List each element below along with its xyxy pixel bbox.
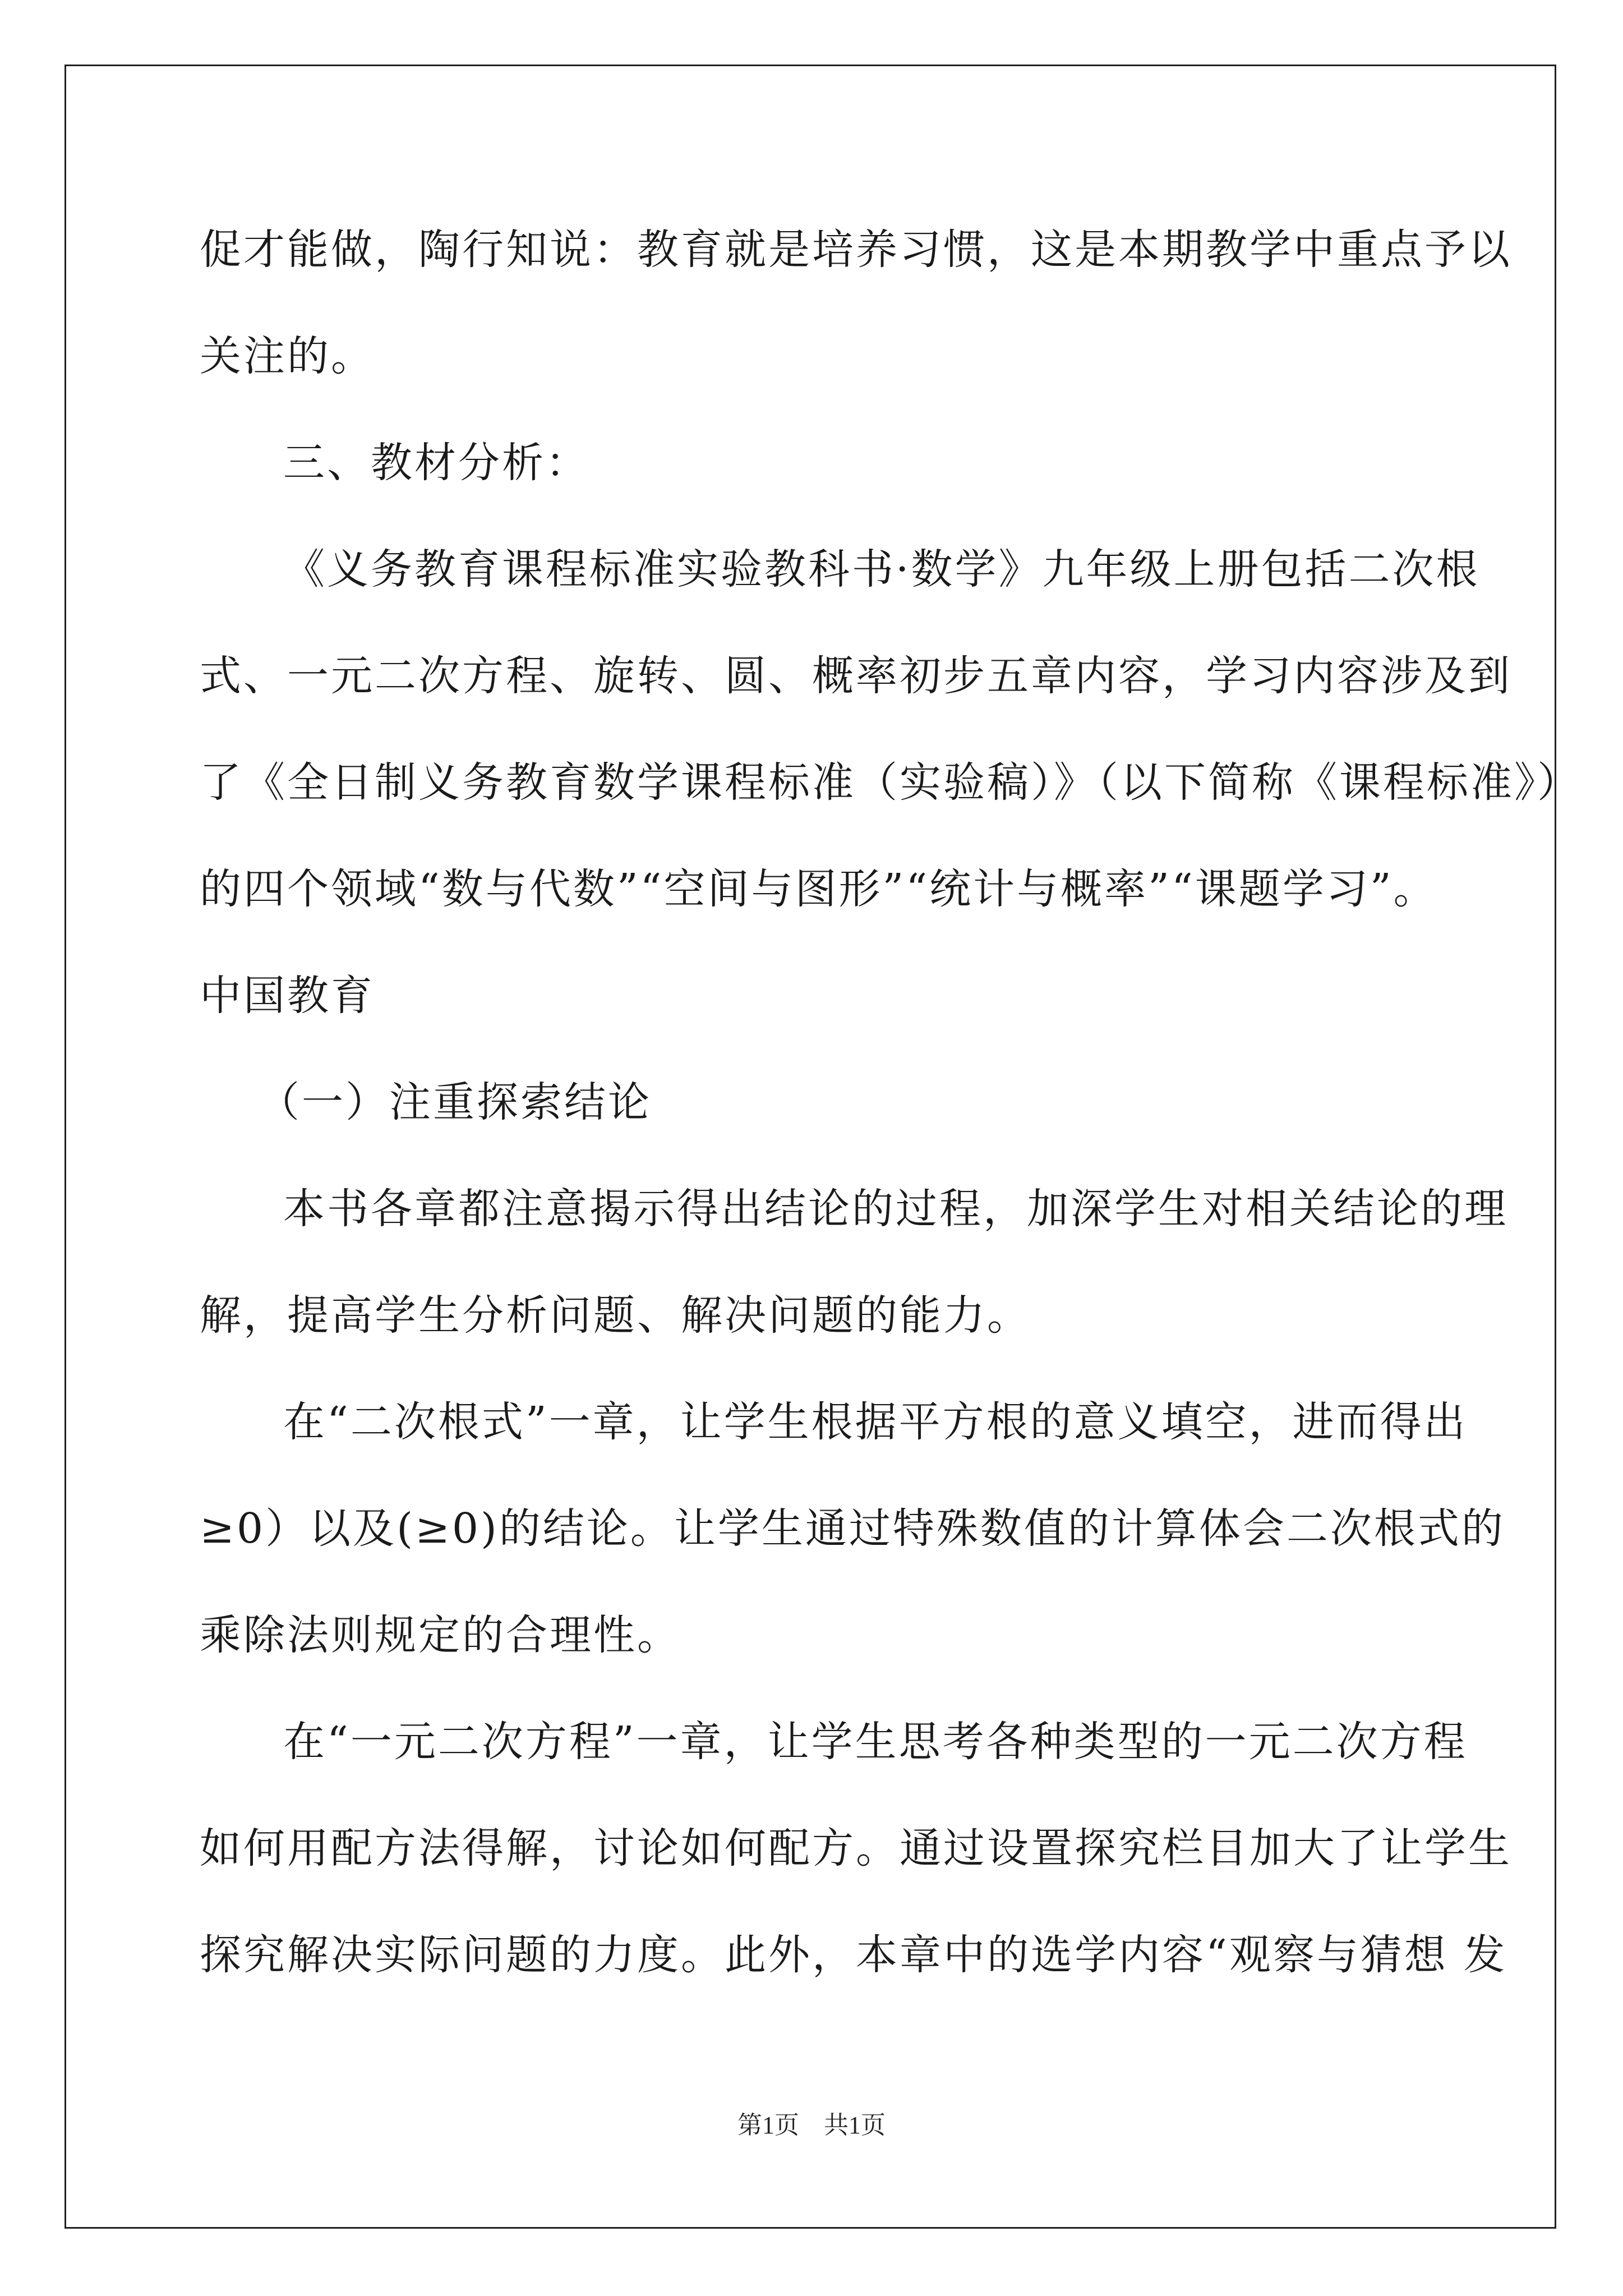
paragraph-line: 中国教育 [200, 972, 375, 1020]
paragraph-line: 促才能做，陶行知说：教育就是培养习惯，这是本期教学中重点予以 [200, 226, 1512, 274]
paragraph-line: ≥0）以及(≥0)的结论。让学生通过特殊数值的计算体会二次根式的 [200, 1504, 1505, 1553]
paragraph-line: 探究解决实际问题的力度。此外，本章中的选学内容“观察与猜想 发 [200, 1931, 1507, 1979]
section-heading: 三、教材分析： [283, 439, 589, 487]
paragraph-line: 式、一元二次方程、旋转、圆、概率初步五章内容，学习内容涉及到 [200, 652, 1512, 700]
paragraph-line: 《义务教育课程标准实验教科书·数学》九年级上册包括二次根 [283, 545, 1480, 593]
subsection-heading: （一）注重探索结论 [258, 1078, 652, 1126]
paragraph-line: 本书各章都注意揭示得出结论的过程，加深学生对相关结论的理 [283, 1185, 1508, 1233]
paragraph-line: 解，提高学生分析问题、解决问题的能力。 [200, 1291, 1031, 1340]
paragraph-line: 了《全日制义务教育数学课程标准（实验稿）》（以下简称《课程标准》） [200, 758, 1581, 807]
page-border [64, 65, 1556, 2229]
paragraph-line: 在“二次根式”一章，让学生根据平方根的意义填空，进而得出 [283, 1398, 1468, 1446]
page-number: 第1页 [737, 2111, 799, 2139]
paragraph-line: 在“一元二次方程”一章，让学生思考各种类型的一元二次方程 [283, 1718, 1468, 1766]
paragraph-line: 的四个领域“数与代数”“空间与图形”“统计与概率”“课题学习”。 [200, 865, 1437, 913]
paragraph-line: 如何用配方法得解，讨论如何配方。通过设置探究栏目加大了让学生 [200, 1824, 1512, 1872]
page-total: 共1页 [824, 2111, 886, 2139]
paragraph-line: 关注的。 [200, 332, 375, 380]
page-footer [0, 2105, 1623, 2141]
paragraph-line: 乘除法则规定的合理性。 [200, 1611, 681, 1659]
